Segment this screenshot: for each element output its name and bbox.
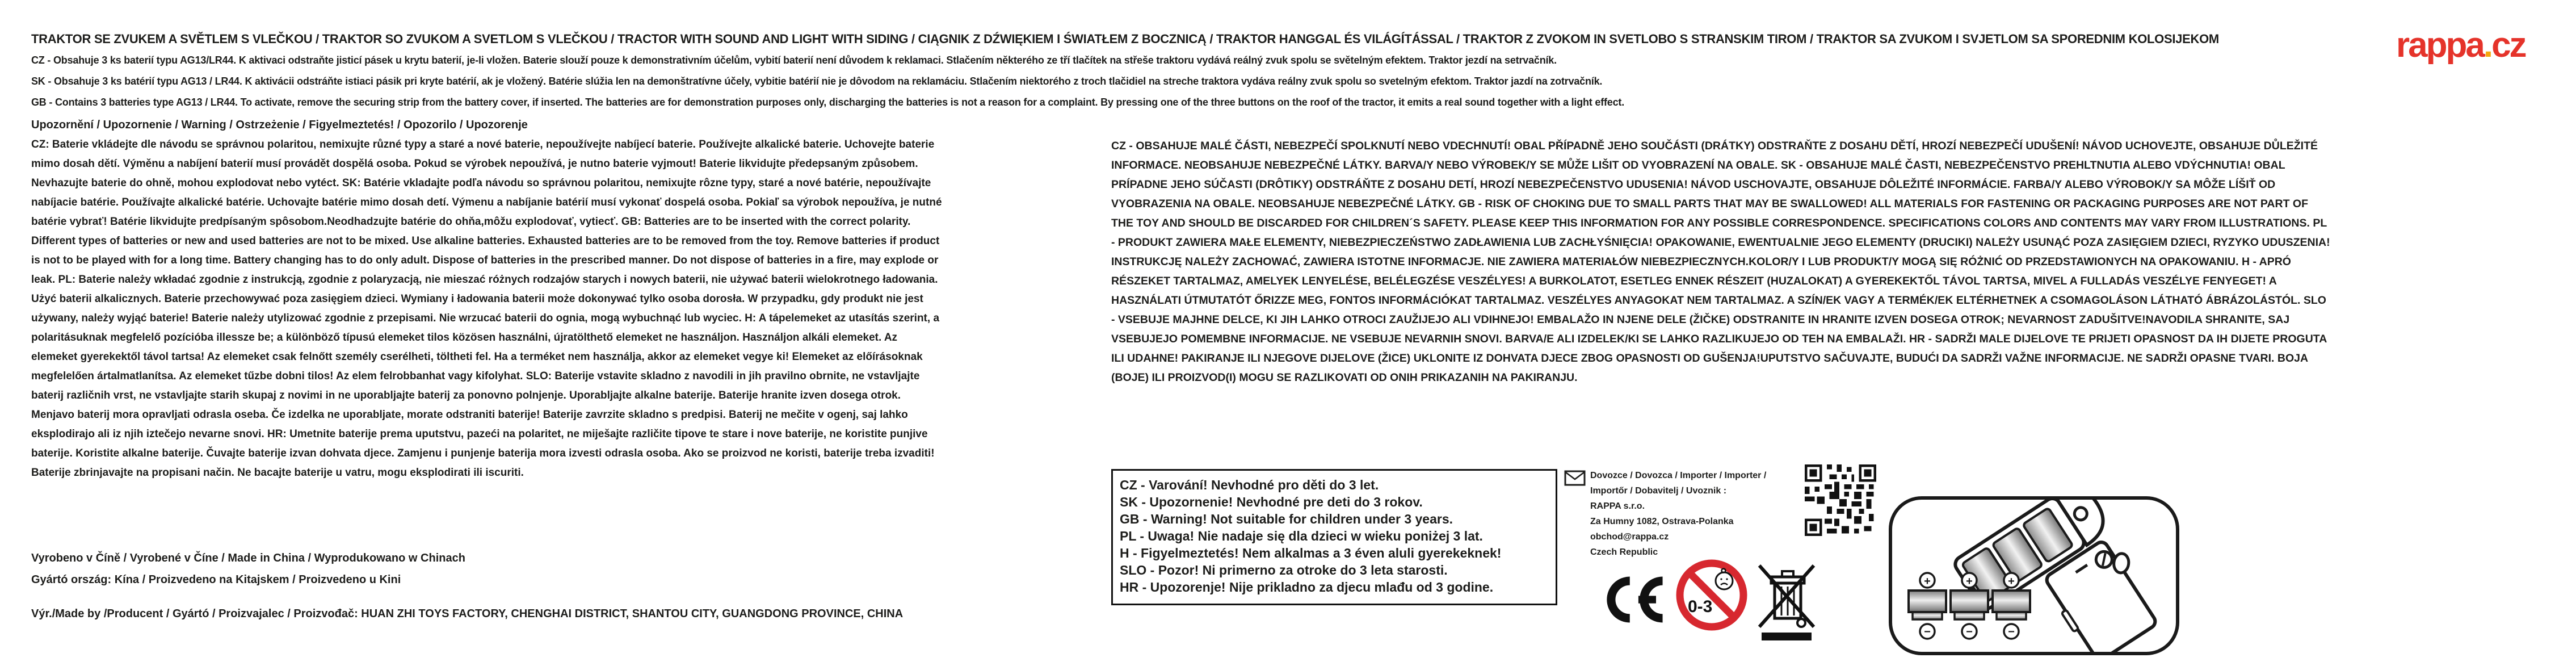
importer-label-line-1: Dovozce / Dovozca / Importer / Importer / — [1590, 471, 1767, 480]
importer-address: Za Humny 1082, Ostrava-Polanka — [1590, 517, 1734, 526]
brand-logo — [2396, 25, 2525, 65]
product-title: TRAKTOR SE ZVUKEM A SVĚTLEM S VLEČKOU / TRAKTOR SO ZVUKOM A SVETLOM S VLEČKOU / TRACTOR WITH SOUND AND LIGHT WITH SIDING / CIĄGNIK Z DŹWIĘKIEM I ŚWIATŁEM Z BOCZNICĄ / TRAKTOR HANGGAL ÉS VILÁGÍTÁSSAL / TRAKTOR Z ZVOKOM IN SVETLOBO S STRANSKIM TIROM / TRAKTOR SA ZVUKOM I SVJETLOM SA SPOREDNIM KOLOSIJEKOM — [31, 32, 2219, 46]
age-range-label: 0-3 — [1688, 597, 1713, 616]
made-in-line-1: Vyrobeno v Číně / Vyrobené v Číne / Made in China / Wyprodukowano w Chinach — [31, 552, 465, 564]
info-line-sk: SK - Obsahuje 3 ks batérií typu AG13 / LR44. K aktivácii odstráňte istiaci pásik pri kryte batérií, ak je vložený. Batérie slúžia len na demonštratívne účely, vybitie batérií nie je dôvodom na reklamáciu. Stlačením niektorého z troch tlačidiel na streche traktora vydáva reálny zvuk spolu so svetelným efektom. Traktor jazdí na zotrvačník. — [31, 76, 1603, 87]
safety-warnings-paragraph: CZ - OBSAHUJE MALÉ ČÁSTI, NEBEZPEČÍ SPOLKNUTÍ NEBO VDECHNUTÍ! OBAL PŘÍPADNĚ JEHO SOUČÁSTI (DRÁTKY) ODSTRAŇTE Z DOSAHU DĚTÍ, HROZÍ NEBEZPEČÍ UDUŠENÍ! NÁVOD UCHOVEJTE, OBSAHUJE DŮLEŽITÉ INFORMACE. NEOBSAHUJE NEBEZPEČNÉ LÁTKY. BARVA/Y NEBO VÝROBEK/Y SE MŮŽE LIŠIT OD VYOBRAZENÍ NA OBALE. SK - OBSAHUJE MALÉ ČASTI, NEBEZPEČENSTVO PREHLTNUTIA ALEBO VDÝCHNUTIA! OBAL PRÍPADNE JEHO SÚČASTI (DRÔTIKY) ODSTRÁŇTE Z DOSAHU DETÍ, HROZÍ NEBEZPEČENSTVO UDUSENIA! NÁVOD USCHOVAJTE, OBSAHUJE DÔLEŽITÉ INFORMÁCIE. FARBA/Y ALEBO VÝROBOK/Y SA MÔŽE LÍŠIŤ OD VYOBRAZENIA NA OBALE. NEOBSAHUJE NEBEZPEČNÉ LÁTKY. GB - RISK OF CHOKING DUE TO SMALL PARTS THAT MAY BE SWALLOWED! ALL MATERIALS FOR FASTENING OR PACKAGING PURPOSES ARE NOT PART OF THE TOY AND SHOULD BE DISCARDED FOR CHILDREN´S SAFETY. PLEASE KEEP THIS INFORMATION FOR ANY POSSIBLE CORRESPONDENCE. SPECIFICATIONS COLORS AND CONTENTS MAY VARY FROM ILLUSTRATIONS. PL - PRODUKT ZAWIERA MAŁE ELEMENTY, NIEBEZPIECZEŃSTWO ZADŁAWIENIA LUB ZACHŁYŚNIĘCIA! OPAKOWANIE, EWENTUALNIE JEGO ELEMENTY (DRUCIKI) NALEŻY USUNĄĆ POZA ZASIĘGIEM DZIECI, RYZYKO UDUSZENIA! INSTRUKCJĘ NALEŻY ZACHOWAĆ, ZAWIERA ISTOTNE INFORMACJE. NIE ZAWIERA MATERIAŁÓW NIEBEZPIECZNYCH.KOLOR/Y I LUB PRODUKT/Y MOGĄ SIĘ RÓŻNIĆ OD PRZEDSTAWIONYCH NA OPAKOWANIU. H - APRÓ RÉSZEKET TARTALMAZ, AMELYEK LENYELÉSE, BELÉLEGZÉSE VESZÉLYES! A BURKOLATOT, ESETLEG ENNEK RÉSZEIT (HUZALOKAT) A GYEREKEKTŐL TÁVOL TARTSA, MIVEL A FULLADÁS VESZÉLYE FENYEGET! A HASZNÁLATI ÚTMUTATÓT ŐRIZZE MEG, FONTOS INFORMÁCIÓKAT TARTALMAZ. VESZÉLYES ANYAGOKAT NEM TARTALMAZ. A SZÍN/EK VAGY A TERMÉK/EK ELTÉRHETNEK A CSOMAGOLÁSON LÁTHATÓ ÁBRÁZOLÁSTÓL. SLO - VSEBUJE MAJHNE DELCE, KI JIH LAHKO OTROCI ZAUŽIJEJO ALI VDIHNEJO! EMBALAŽO IN NJENE DELE (ŽIČKE) ODSTRANITE IN HRANITE IZVEN DOSEGA OTROK; NEVARNOST ZADUŠITVE!NAVODILA SHRANITE, SAJ VSEBUJEJO POMEMBNE INFORMACIJE. NE VSEBUJE NEVARNIH SNOVI. BARVA/E ALI IZDELEK/KI SE LAHKO RAZLIKUJEJO OD TEH NA EMBALAŽI. HR - SADRŽI MALE DIJELOVE TE PRIJETI OPASNOST DA IH DIJETE PROGUTA ILI UDAHNE! PAKIRANJE ILI NJEGOVE DIJELOVE (ŽICE) UKLONITE IZ DOHVATA DJECE ZBOG OPASNOSTI OD GUŠENJA!UPUTSTVO SAČUVAJTE, BUDUĆI DA SADRŽI VAŽNE INFORMACIJE. NE SADRŽI OPASNE TVARI. BOJA (BOJE) ILI PROIZVOD(I) MOGU SE RAZLIKOVATI OD ONIH PRIKAZANIH NA PAKIRANJU. — [1111, 140, 2330, 384]
battery-diagram — [1889, 496, 2179, 655]
button-cells-illustration — [1909, 573, 2030, 639]
svg-text:+: + — [2008, 575, 2015, 588]
age-warning-line-pl: PL - Uwaga! Nie nadaje się dla dzieci w wieku poniżej 3 lat. — [1120, 529, 1483, 543]
svg-text:−: − — [1924, 626, 1931, 638]
svg-text:−: − — [1966, 626, 1973, 638]
age-warning-line-hr: HR - Upozorenje! Nije prikladno za djecu mlađu od 3 godine. — [1120, 580, 1494, 594]
producer-line: Výr./Made by /Producent / Gyártó / Proizvajalec / Proizvođač: HUAN ZHI TOYS FACTORY, CHENGHAI DISTRICT, SHANTOU CITY, GUANGDONG PROVINCE, CHINA — [31, 608, 904, 620]
battery-warnings-heading: Upozornění / Upozornenie / Warning / Ostrzeżenie / Figyelmeztetés! / Opozorilo / Upozorenje — [31, 119, 528, 131]
age-warning-box — [1111, 469, 1557, 605]
logo-text-cz: cz — [2491, 26, 2525, 65]
info-line-gb: GB - Contains 3 batteries type AG13 / LR44. To activate, remove the securing strip from the battery cover, if inserted. The batteries are for demonstration purposes only, discharging the batteries is not a reason for a complaint. By pressing one of the three buttons on the roof of the tractor, it emits a real sound together with a light effect. — [31, 97, 1625, 108]
age-warning-line-h: H - Figyelmeztetés! Nem alkalmas a 3 éven aluli gyerekeknek! — [1120, 546, 1502, 560]
importer-email: obchod@rappa.cz — [1590, 532, 1669, 542]
svg-text:+: + — [1966, 575, 1973, 588]
ce-mark-icon — [1602, 573, 1670, 626]
weee-crossed-bin-icon — [1756, 556, 1817, 642]
svg-text:−: − — [2008, 626, 2015, 638]
age-warning-line-cz: CZ - Varování! Nevhodné pro děti do 3 let. — [1120, 478, 1379, 492]
battery-warnings-paragraph: CZ: Baterie vkládejte dle návodu se správnou polaritou, nemixujte různé typy a staré a nové baterie, nepoužívejte nabíjecí baterie. Používejte alkalické baterie. Uchovejte baterie mimo dosah dětí. Výměnu a nabíjení baterií musí provádět dospělá osoba. Pokud se výrobek nepoužívá, je nutno baterie vyjmout! Baterie likvidujte předepsaným způsobem. Nevhazujte baterie do ohně, mohou explodovat nebo vytéct. SK: Batérie vkladajte podľa návodu so správnou polaritou, nemixujte rôzne typy, staré a nové batérie, nepoužívajte nabíjacie batérie. Používajte alkalické batérie. Uchovajte batérie mimo dosah detí. Výmenu a nabíjanie batérií musí vykonať dospelá osoba. Pokiaľ sa výrobok nepoužíva, je nutné batérie vybrať! Batérie likvidujte predpísaným spôsobom.Neodhadzujte batérie do ohňa,môžu explodovať, vytiecť. GB: Batteries are to be inserted with the correct polarity. Different types of batteries or new and used batteries are not to be mixed. Use alkaline batteries. Exhausted batteries are to be removed from the toy. Remove batteries if product is not to be played with for a long time. Battery changing has to do only adult. Dispose of batteries in the prescribed manner. Do not dispose of batteries in a fire, may explode or leak. PL: Baterie należy wkładać zgodnie z instrukcją, zgodnie z polaryzacją, nie mieszać różnych rodzajów starych i nowych baterii, nie używać baterii wielokrotnego ładowania. Użyć baterii alkalicznych. Baterie przechowywać poza zasięgiem dzieci. Wymiany i ładowania baterii może dokonywać tylko osoba dorosła. W przypadku, gdy produkt nie jest używany, należy wyjąć baterie! Baterie należy utylizować zgodnie z przepisami. Nie wrzucać baterii do ognia, mogą wybuchnąć lub wyciec. H: A tápelemeket az utasítás szerint, a polaritásuknak megfelelő pozícióba illessze be; a különböző típusú elemeket tilos közösen használni, újratölthető elemeket ne használjon. Használjon alkáli elemeket. Az elemeket gyerekektől távol tartsa! Az elemeket csak felnőtt személy cserélheti, töltheti fel. Ha a terméket nem használja, akkor az elemeket vegye ki! Elemeket az előírásoknak megfelelően ártalmatlanítsa. Az elemeket tűzbe dobni tilos! Az elem felrobbanhat vagy kifolyhat. SLO: Baterije vstavite skladno z navodili in jih pravilno obrnite, ne vstavljajte baterij različnih vrst, ne vstavljajte starih skupaj z novimi in ne uporabljajte baterij za ponovno polnjenje. Uporabljajte alkalne baterije. Baterije hranite izven dosega otrok. Menjavo baterij mora opravljati odrasla oseba. Če izdelka ne uporabljate, morate odstraniti baterije! Baterije zavrzite skladno s predpisi. Baterij ne mečite v ogenj, saj lahko eksplodirajo ali iz njih iztečejo nevarne snovi. HR: Umetnite baterije prema uputstvu, pazeći na polaritet, ne miješajte različite tipove te stare i nove baterije, ne koristite punjive baterije. Koristite alkalne baterije. Čuvajte baterije izvan dohvata djece. Zamjenu i punjenje baterija mora izvesti odrasla osoba. Ako se proizvod ne koristi, baterije treba izvaditi! Baterije zbrinjavajte na propisani način. Ne bacajte baterije u vatru, mogu eksplodirati ili iscuriti. — [31, 139, 942, 479]
logo-text-rappa: rappa — [2396, 26, 2483, 65]
qr-code — [1805, 464, 1876, 536]
envelope-icon — [1564, 470, 1586, 486]
age-restriction-0-3-icon — [1674, 558, 1749, 633]
svg-text:+: + — [1924, 575, 1931, 588]
age-warning-line-gb: GB - Warning! Not suitable for children under 3 years. — [1120, 512, 1453, 526]
info-line-cz: CZ - Obsahuje 3 ks baterií typu AG13/LR44. K aktivaci odstraňte jisticí pásek u krytu baterií, je-li vložen. Baterie slouží pouze k demonstrativním účelům, vybití baterií není důvodem k reklamaci. Stlačením některého ze tří tlačítek na střeše traktoru vydává reálný zvuk spolu se světelným efektem. Traktor jezdí na setrvačník. — [31, 55, 1557, 66]
age-warning-line-slo: SLO - Pozor! Ni primerno za otroke do 3 leta starosti. — [1120, 563, 1448, 577]
age-warning-line-sk: SK - Upozornenie! Nevhodné pre deti do 3 rokov. — [1120, 495, 1423, 509]
importer-label-line-2: Importőr / Dobavitelj / Uvoznik : — [1590, 486, 1727, 496]
importer-company: RAPPA s.r.o. — [1590, 501, 1645, 511]
logo-dot: . — [2483, 26, 2492, 65]
importer-block — [1590, 468, 1766, 560]
made-in-line-2: Gyártó ország: Kína / Proizvedeno na Kitajskem / Proizvedeno u Kini — [31, 573, 401, 586]
importer-country: Czech Republic — [1590, 547, 1658, 557]
